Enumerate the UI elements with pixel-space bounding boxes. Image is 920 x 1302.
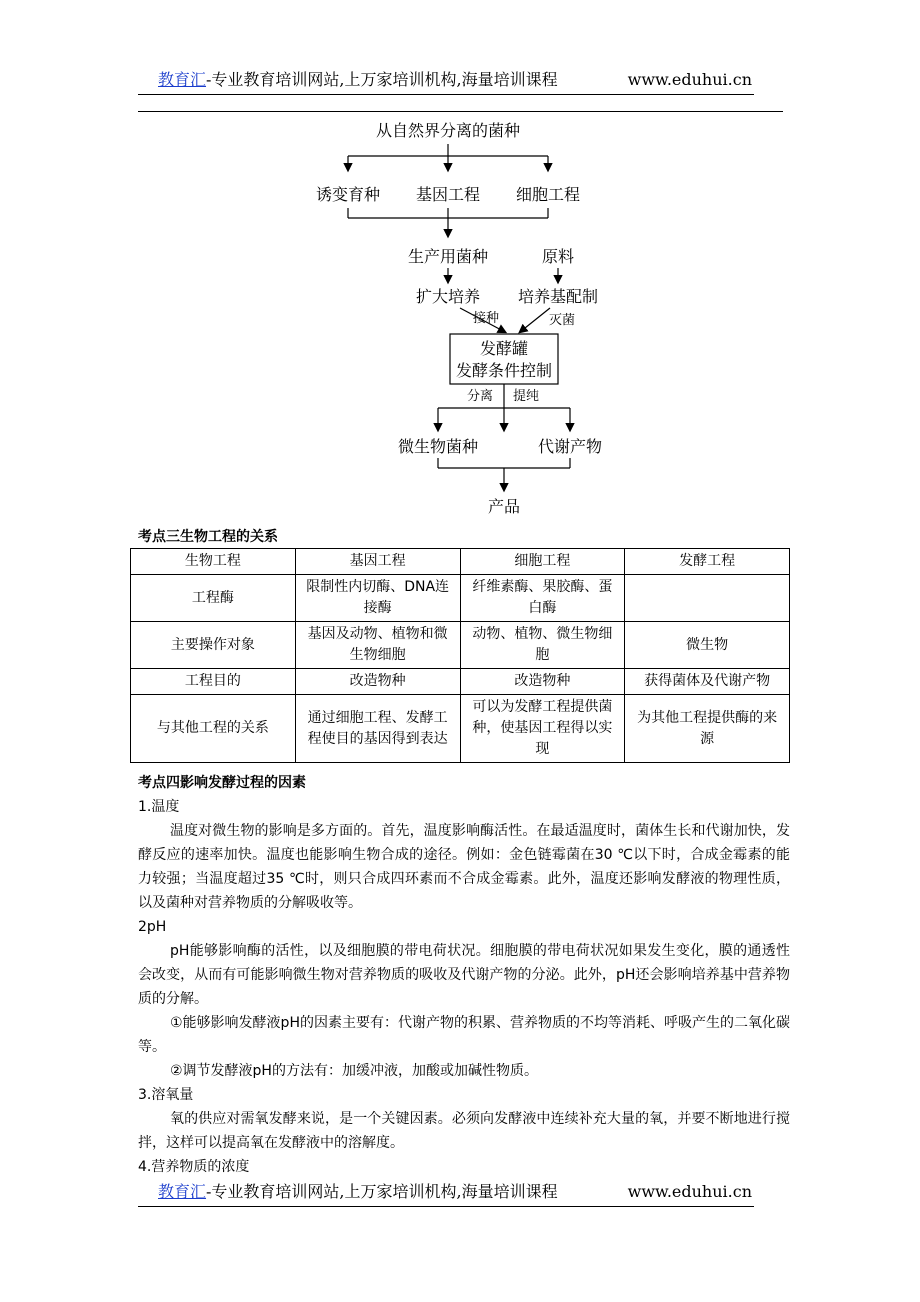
heading-oxygen: 3.溶氧量 xyxy=(138,1087,194,1103)
fermentation-flowchart xyxy=(300,112,620,522)
flow-fermenter: 发酵罐 xyxy=(479,339,529,358)
table-cell: 工程目的 xyxy=(131,669,296,695)
paragraph-oxygen: 氧的供应对需氧发酵来说，是一个关键因素。必须向发酵液中连续补充大量的氧，并要不断地进行搅拌，这样可以提高氧在发酵液中的溶解度。 xyxy=(138,1111,790,1151)
heading-nutrients: 4.营养物质的浓度 xyxy=(138,1159,250,1175)
table-header-cell: 细胞工程 xyxy=(460,549,625,575)
table-cell: 改造物种 xyxy=(460,669,625,695)
section4-title: 考点四影响发酵过程的因素 xyxy=(138,775,306,791)
table-cell: 微生物 xyxy=(625,622,790,669)
header-url: www.eduhui.cn xyxy=(627,70,752,89)
section4-body xyxy=(138,775,790,1179)
flow-cell-engineering: 细胞工程 xyxy=(515,185,581,204)
table-cell: 限制性内切酶、DNA连接酶 xyxy=(295,575,460,622)
table-row xyxy=(131,669,790,695)
heading-temperature: 1.温度 xyxy=(138,799,180,815)
flow-microbe-strain: 微生物菌种 xyxy=(397,437,479,456)
table-cell: 纤维素酶、果胶酶、蛋白酶 xyxy=(460,575,625,622)
table-cell: 动物、植物、微生物细胞 xyxy=(460,622,625,669)
table-cell: 改造物种 xyxy=(295,669,460,695)
flow-scale-up: 扩大培养 xyxy=(415,287,481,306)
paragraph-ph-methods: ②调节发酵液pH的方法有：加缓冲液，加酸或加碱性物质。 xyxy=(170,1063,538,1079)
page-header xyxy=(138,64,754,95)
paragraph-ph: pH能够影响酶的活性，以及细胞膜的带电荷状况。细胞膜的带电荷状况如果发生变化，膜的通透性会改变，从而有可能影响微生物对营养物质的吸收及代谢产物的分泌。此外，pH还会影响培养基中营养物质的分解。 xyxy=(138,943,790,1007)
flow-inoculate-label: 接种 xyxy=(472,311,500,326)
table-row xyxy=(131,695,790,763)
table-cell: 主要操作对象 xyxy=(131,622,296,669)
table-cell: 工程酶 xyxy=(131,575,296,622)
footer-brand-link[interactable]: 教育汇 xyxy=(158,1182,207,1201)
table-cell: 获得菌体及代谢产物 xyxy=(625,669,790,695)
flow-source: 从自然界分离的菌种 xyxy=(375,121,521,140)
paragraph-ph-factors: ①能够影响发酵液pH的因素主要有：代谢产物的积累、营养物质的不均等消耗、呼吸产生的二氧化碳等。 xyxy=(138,1015,790,1055)
table-cell xyxy=(625,575,790,622)
flow-separate-label: 分离 xyxy=(466,389,494,404)
table-header-cell: 发酵工程 xyxy=(625,549,790,575)
table-header-cell: 基因工程 xyxy=(295,549,460,575)
table-header-cell: 生物工程 xyxy=(131,549,296,575)
flow-mutation-breeding: 诱变育种 xyxy=(315,185,381,204)
flow-metabolite: 代谢产物 xyxy=(537,437,603,456)
page-footer xyxy=(138,1176,754,1207)
brand-link[interactable]: 教育汇 xyxy=(158,70,207,89)
footer-url: www.eduhui.cn xyxy=(627,1182,752,1201)
table-cell: 与其他工程的关系 xyxy=(131,695,296,763)
flow-sterilize-label: 灭菌 xyxy=(548,313,576,328)
header-tagline: -专业教育培训网站,上万家培训机构,海量培训课程 xyxy=(206,70,558,89)
table-cell: 基因及动物、植物和微生物细胞 xyxy=(295,622,460,669)
table-row xyxy=(131,575,790,622)
heading-ph: 2pH xyxy=(138,919,167,935)
flow-raw-material: 原料 xyxy=(541,247,575,266)
flow-fermentation-control: 发酵条件控制 xyxy=(455,361,553,380)
table-header-row xyxy=(131,549,790,575)
table-cell: 通过细胞工程、发酵工程使目的基因得到表达 xyxy=(295,695,460,763)
flow-purify-label: 提纯 xyxy=(512,389,540,404)
footer-tagline: -专业教育培训网站,上万家培训机构,海量培训课程 xyxy=(206,1182,558,1201)
flow-genetic-engineering: 基因工程 xyxy=(415,185,481,204)
bioengineering-table xyxy=(130,548,790,763)
section3-title: 考点三生物工程的关系 xyxy=(138,529,278,545)
flow-medium-prep: 培养基配制 xyxy=(517,287,599,306)
table-cell: 可以为发酵工程提供菌种，使基因工程得以实现 xyxy=(460,695,625,763)
flow-production-strain: 生产用菌种 xyxy=(407,247,489,266)
table-row xyxy=(131,622,790,669)
paragraph-temperature: 温度对微生物的影响是多方面的。首先，温度影响酶活性。在最适温度时，菌体生长和代谢加快，发酵反应的速率加快。温度也能影响生物合成的途径。例如：金色链霉菌在30 ℃以下时，合成金霉素的能力较强；当温度超过35 ℃时，则只合成四环素而不合成金霉素。此外，温度还影响发酵液的物理性质，以及菌种对营养物质的分解吸收等。 xyxy=(138,823,790,911)
flow-product: 产品 xyxy=(487,497,521,516)
table-cell: 为其他工程提供酶的来源 xyxy=(625,695,790,763)
